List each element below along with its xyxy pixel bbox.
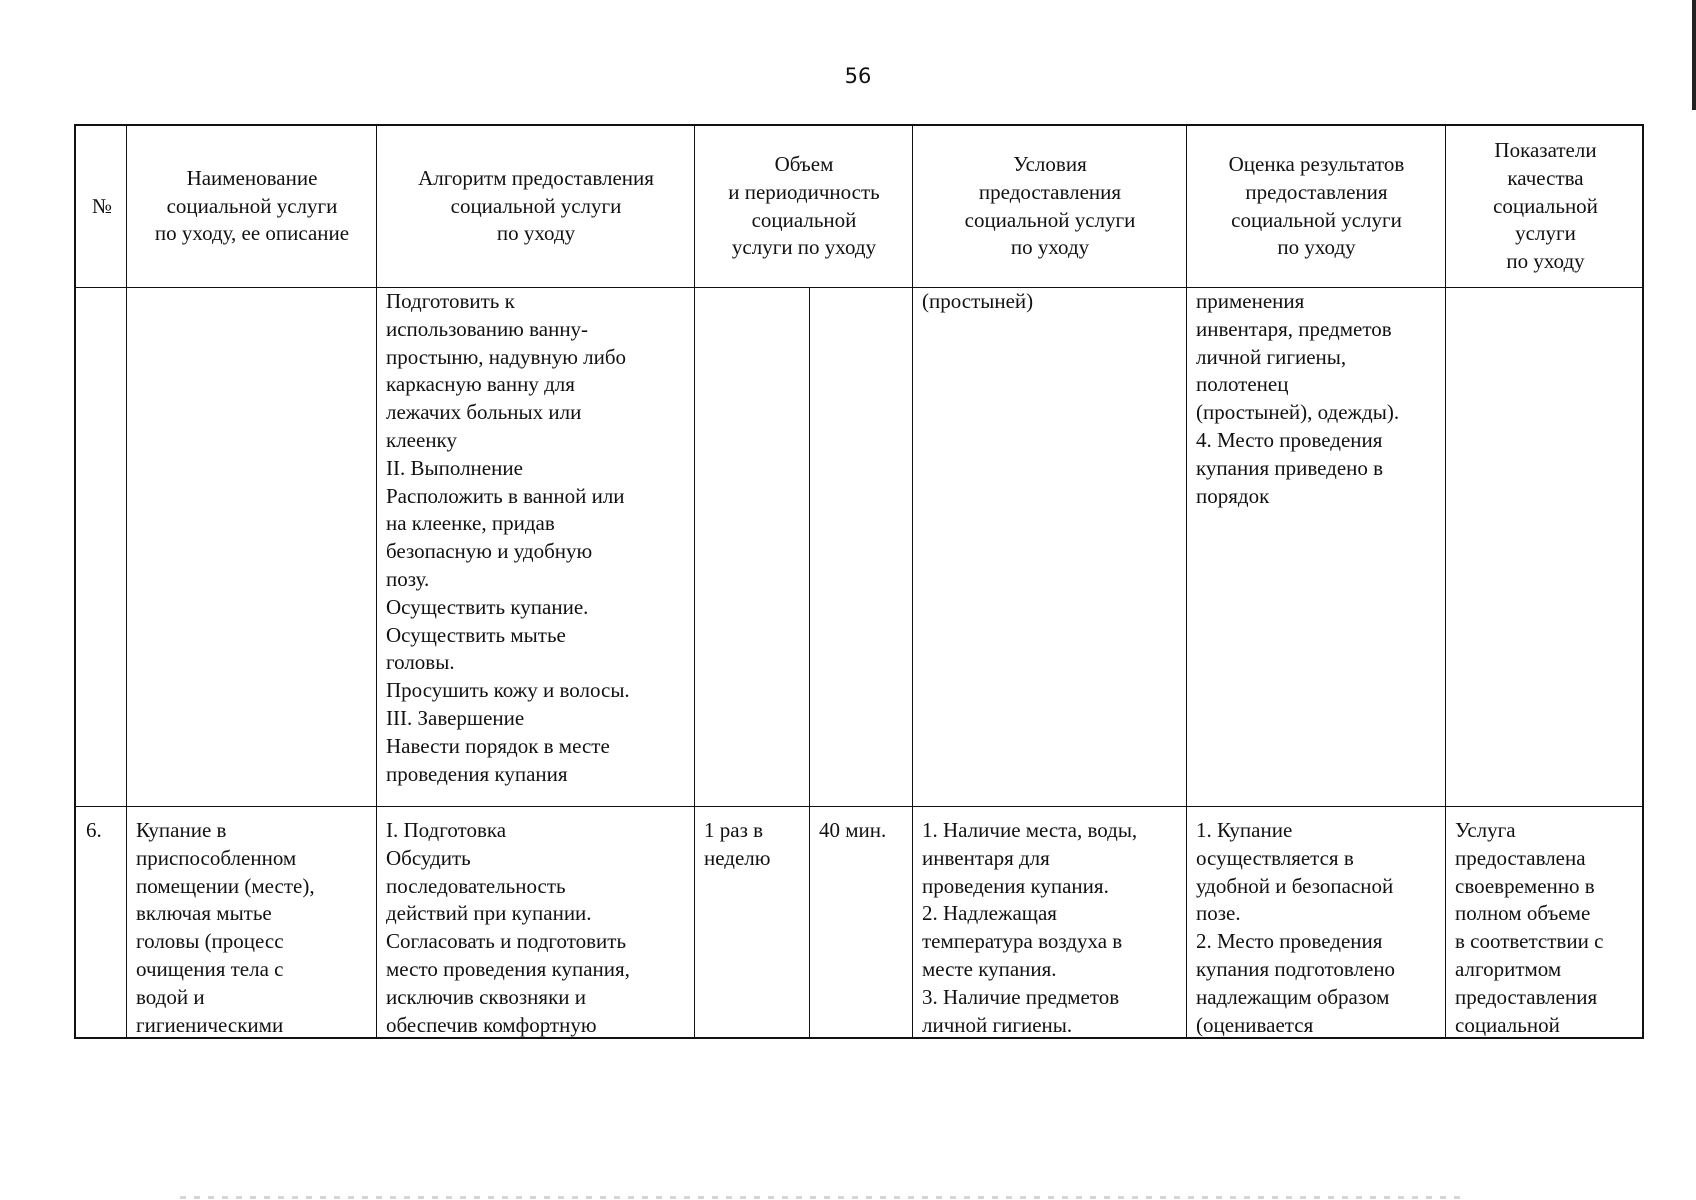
header-name: Наименование социальной услуги по уходу, ее описание — [154, 165, 350, 246]
row6-conditions: 1. Наличие места, воды, инвентаря для проведения купания. 2. Надлежащая температура воздуха в месте купания. 3. Наличие предметов личной гигиены. — [922, 818, 1138, 1037]
page-number: 56 — [844, 64, 872, 88]
services-table — [74, 124, 1644, 1039]
cont-algorithm: Подготовить к использованию ванну- простыню, надувную либо каркасную ванну для лежачих больных или клеенку II. Выполнение Расположить в ванной или на клеенке, придав безопасную и удобную позу. Осуществить купание. Осуществить мытье головы. Просушить кожу и волосы. III. Завершение Навести порядок в месте проведения купания — [386, 289, 630, 786]
scan-edge — [1692, 0, 1696, 110]
col-divider — [1445, 126, 1446, 1039]
cont-conditions: (простыней) — [922, 289, 1034, 313]
col-divider — [126, 126, 127, 1039]
header-volume: Объем и периодичность социальной услуги по уходу — [728, 151, 880, 260]
header-num: № — [91, 193, 113, 218]
row6-quality: Услуга предоставлена своевременно в полном объеме в соответствии с алгоритмом предоставления социальной — [1455, 818, 1604, 1037]
col-divider — [809, 288, 810, 1039]
col-divider — [376, 126, 377, 1039]
col-divider — [694, 126, 695, 1039]
col-divider — [1186, 126, 1187, 1039]
col-divider — [912, 126, 913, 1039]
header-algorithm: Алгоритм предоставления социальной услуги по уходу — [418, 165, 654, 246]
row6-name: Купание в приспособленном помещении (месте), включая мытье головы (процесс очищения тела с водой и гигиеническими — [136, 818, 315, 1037]
cont-evaluation: применения инвентаря, предметов личной гигиены, полотенец (простыней), одежды). 4. Место проведения купания приведено в порядок — [1196, 289, 1400, 508]
scan-artifact — [180, 1196, 1460, 1199]
row6-num: 6. — [86, 818, 102, 842]
row6-duration: 40 мин. — [819, 818, 887, 842]
header-quality: Показатели качества социальной услуги по уходу — [1493, 138, 1598, 274]
row6-algorithm: I. Подготовка Обсудить последовательность действий при купании. Согласовать и подготовить место проведения купания, исключив сквозняки и обеспечив комфортную — [386, 818, 630, 1037]
header-conditions: Условия предоставления социальной услуги по уходу — [964, 151, 1136, 260]
header-evaluation: Оценка результатов предоставления социальной услуги по уходу — [1228, 151, 1405, 260]
row6-evaluation: 1. Купание осуществляется в удобной и безопасной позе. 2. Место проведения купания подготовлено надлежащим образом (оценивается — [1196, 818, 1396, 1037]
row-divider — [76, 806, 1642, 807]
row6-frequency: 1 раз в неделю — [704, 818, 771, 870]
